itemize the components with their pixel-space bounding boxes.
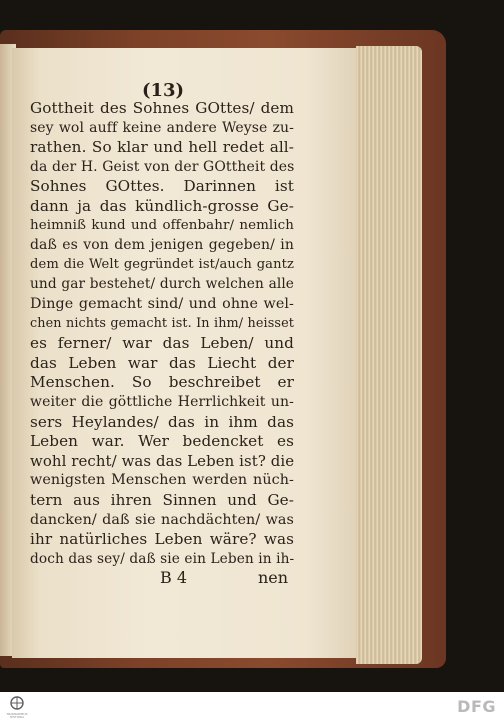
viewer-footer <box>0 692 504 722</box>
text-line: und gar bestehet/ durch welchen alle <box>30 276 294 293</box>
library-logo-text: TRANSKRIBUS HISTORIA <box>6 712 28 719</box>
text-line: dancken/ daß sie nachdächten/ was <box>30 511 294 528</box>
text-line: doch das sey/ daß sie ein Leben in ih- <box>30 550 295 567</box>
text-line: wohl recht/ was das Leben ist? die <box>30 451 295 470</box>
text-line: Dinge gemacht sind/ und ohne wel- <box>30 296 294 312</box>
text-line: Gottheit des Sohnes GOttes/ dem <box>30 99 294 117</box>
text-line: das Leben war das Liecht der <box>30 353 294 372</box>
text-line: dem die Welt gegründet ist/auch gantz <box>30 256 294 272</box>
signature-mark: B 4 <box>160 568 188 587</box>
text-line: tern aus ihren Sinnen und Ge- <box>30 491 294 509</box>
text-line: dann ja das kündlich-grosse Ge- <box>30 197 294 215</box>
text-line: daß es von dem jenigen gegeben/ in <box>30 237 294 254</box>
text-line: sey wol auff keine andere Weyse zu- <box>30 119 294 136</box>
dfg-logo: DFG <box>457 697 496 716</box>
text-line: ihr natürliches Leben wäre? was <box>30 530 294 549</box>
text-line: Sohnes GOttes. Darinnen ist <box>30 177 294 196</box>
text-line: Menschen. So beschreibet er <box>30 373 294 392</box>
page-number-header: (13) <box>141 80 185 101</box>
text-line: wenigsten Menschen werden nüch- <box>30 472 294 489</box>
text-line: weiter die göttliche Herrlichkeit un- <box>30 394 294 410</box>
catchword: nen <box>258 568 289 587</box>
text-line: rathen. So klar und hell redet all- <box>30 138 294 157</box>
page-fore-edge <box>356 46 422 664</box>
text-line: es ferner/ war das Leben/ und <box>30 334 294 353</box>
text-line: heimniß kund und offenbahr/ nemlich <box>30 217 294 233</box>
text-line: chen nichts gemacht ist. In ihm/ heisset <box>30 315 294 331</box>
text-line: Leben war. Wer bedencket es <box>30 432 294 451</box>
text-line: sers Heylandes/ das in ihm das <box>30 412 294 431</box>
text-line: da der H. Geist von der GOttheit des <box>30 158 295 175</box>
